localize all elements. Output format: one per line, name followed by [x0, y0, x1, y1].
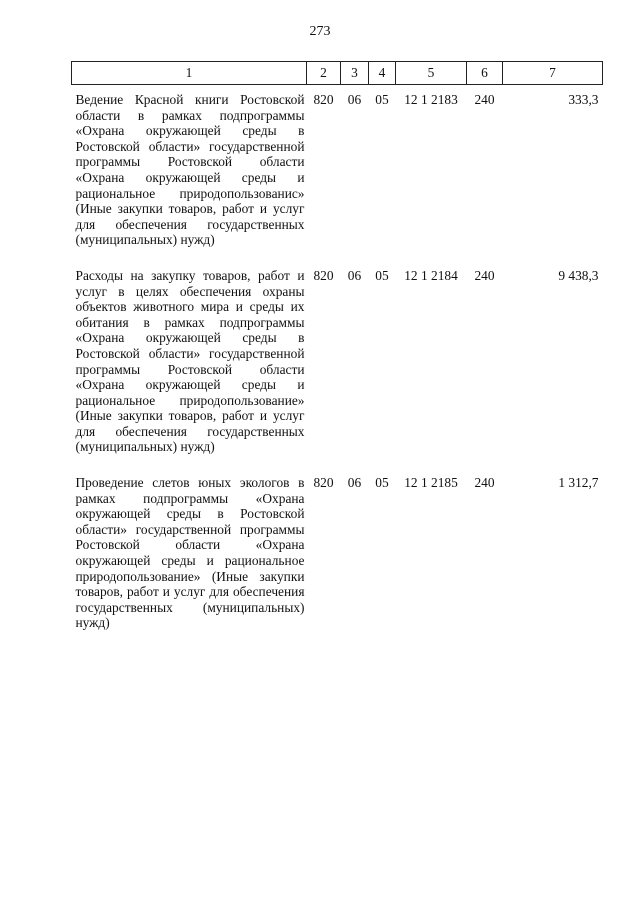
row-target-article: 12 1 2184: [404, 267, 458, 283]
row-section-code: 06: [347, 475, 362, 491]
row-expense-type: 240: [474, 267, 495, 283]
row-amount: 9 438,3: [558, 267, 599, 283]
row-expense-type: 240: [474, 475, 495, 491]
table-row: [72, 455, 603, 631]
header-col-3: 3: [341, 62, 369, 85]
header-col-5: 5: [396, 62, 467, 85]
header-col-4: 4: [369, 62, 396, 85]
table-row: [72, 85, 603, 248]
header-col-7: 7: [503, 62, 603, 85]
row-subsection-code: 05: [375, 92, 389, 107]
row-expense-type: 240: [474, 92, 495, 107]
row-section-code: 06: [347, 267, 362, 283]
row-description: Расходы на закупку товаров, работ и услуг в целях обеспечения охраны объектов животного мира и среды их обитания в рамках подпрограммы «Охрана окружающей среды в Ростовской области» государственной программы Ростовской области «Охрана окружающей среды и рациональное природопользование» (Иные закупки товаров, работ и услуг для обеспечения государственных (муниципальных) нужд): [75, 267, 305, 455]
row-amount: 1 312,7: [558, 475, 599, 491]
row-target-article: 12 1 2183: [404, 92, 458, 107]
header-col-2: 2: [307, 62, 341, 85]
row-target-article: 12 1 2185: [404, 475, 458, 491]
table-row: [72, 248, 603, 455]
header-col-1: 1: [72, 62, 307, 85]
row-ministry-code: 820: [313, 92, 334, 107]
table-header: [72, 62, 603, 85]
row-subsection-code: 05: [375, 475, 389, 491]
table-body: [72, 85, 603, 632]
budget-table: [71, 61, 603, 631]
header-col-6: 6: [467, 62, 503, 85]
header-row: [72, 62, 603, 85]
row-amount: 333,3: [568, 92, 599, 107]
row-subsection-code: 05: [375, 267, 389, 283]
page-number: 273: [309, 24, 331, 39]
row-section-code: 06: [347, 92, 362, 107]
row-description: Проведение слетов юных экологов в рамках подпрограммы «Охрана окружающей среды в Ростовской области» государственной программы Ростовской области «Охрана окружающей среды и рациональное природопользование» (Иные закупки товаров, работ и услуг для обеспечения государственных (муниципальных) нужд): [75, 475, 305, 631]
row-description: Ведение Красной книги Ростовской области в рамках подпрограммы «Охрана окружающей среды в Ростовской области» государственной программы Ростовской области «Охрана окружающей среды и рациональное природопользованис» (Иные закупки товаров, работ и услуг для обеспечения государственных (муниципальных) нужд): [75, 92, 305, 248]
row-ministry-code: 820: [313, 475, 334, 491]
row-ministry-code: 820: [313, 267, 334, 283]
